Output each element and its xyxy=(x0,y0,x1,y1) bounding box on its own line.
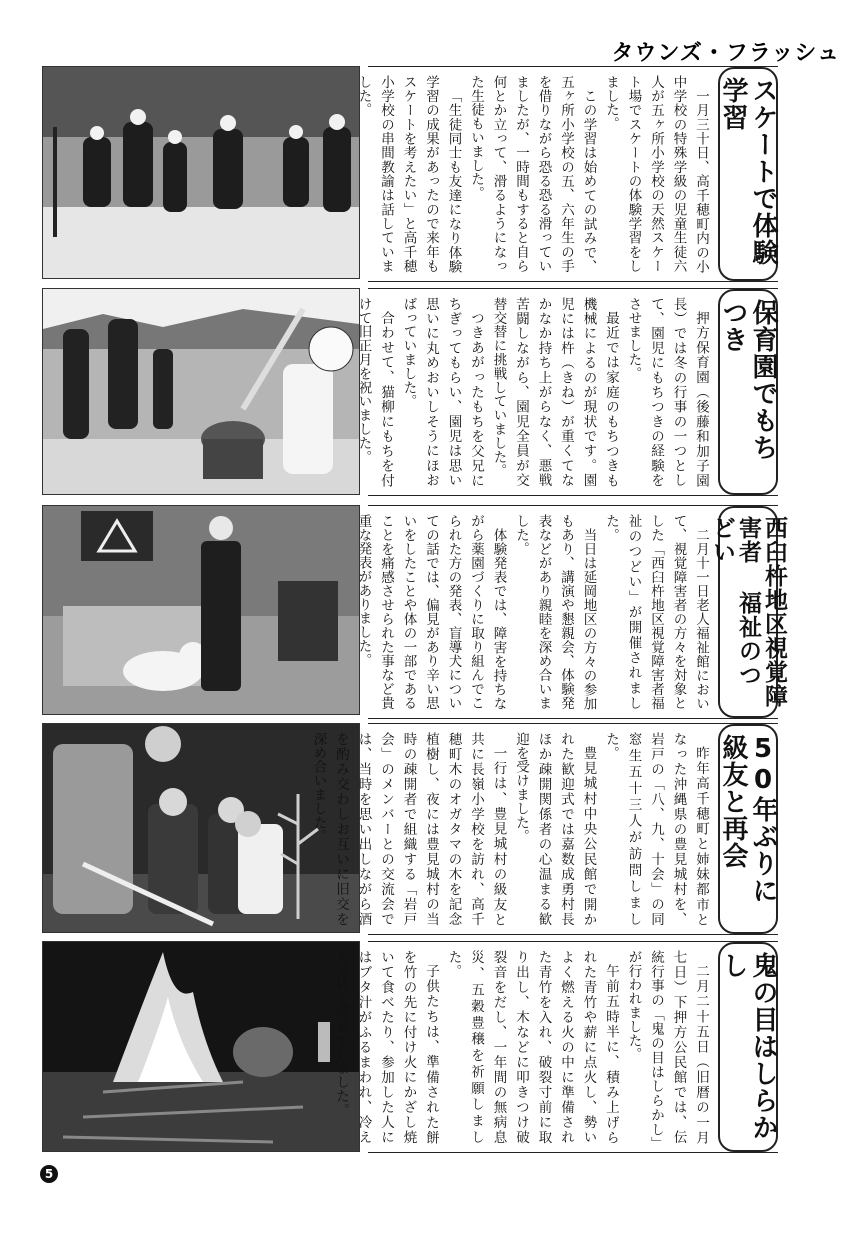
article-paragraph: 午前五時半に、積み上げられた青竹や薪に点火し、勢いよく燃える火の中に準備された青竹を入れ、破裂寸前に取り出し、木などに叩きつけ破裂音をだし、一年間の無病息災、五穀豊穣を祈願しました。 xyxy=(445,950,619,1144)
article-title-box xyxy=(718,724,778,934)
article-reunion xyxy=(310,723,778,935)
article-title: 保育園でもちつき xyxy=(718,299,778,461)
article-paragraph: 昨年高千穂町と姉妹都市となった沖縄県の豊見城村を、岩戸の「八、九、十会」の同窓生五十三人が訪問しました。 xyxy=(603,732,709,926)
article-paragraph: 体験発表では、障害を持ちながら薬園づくりに取り組んでこられた方の発表、盲導犬についての話では、偏見があり辛い思いをしたことや体の一部であることを痛感させられた事など貴重な発表がありました。 xyxy=(355,514,507,710)
article-title: 50年ぶりに級友と再会 xyxy=(718,734,778,904)
article-title-box xyxy=(718,289,778,495)
article-title: 西臼杵地区視覚障害者 福祉のつどい xyxy=(709,516,787,708)
article-paragraph: つきあがったもちを父兄にちぎってもらい、園児は思い思いに丸めおいしそうにほおばっていました。 xyxy=(400,297,484,487)
article-title-box xyxy=(709,506,787,718)
mochitsuki-photo xyxy=(42,288,360,495)
article-welfare xyxy=(355,505,787,719)
article-paragraph: 一月三十日、高千穂町内の小中学校の特殊学級の児童生徒六人が五ヶ所小学校の天然スケート場でスケートの体験学習をしました。 xyxy=(603,75,709,273)
article-paragraph: 豊見城村中央公民館で開かれた歓迎式では嘉数成勇村長ほか疎開関係者の心温まる歓迎を受けました。 xyxy=(513,732,597,926)
article-title-box xyxy=(718,67,778,281)
article-paragraph: 「生徒同士も友達になり体験学習の成果があったので来年もスケートを考えたい」と高千穂小学校の串間教諭は話していました。 xyxy=(355,75,462,273)
article-paragraph: 合わせて、猫柳にもちを付けて旧正月を祝いました。 xyxy=(355,297,394,487)
article-title: スケートで体験学習 xyxy=(718,77,778,266)
article-skating xyxy=(355,66,778,282)
article-body xyxy=(310,732,712,926)
page-number: 5 xyxy=(40,1165,58,1183)
article-paragraph: 二月二十五日（旧暦の一月七日）下押方公民館では、伝統行事の「鬼の目はしらかし」が行われました。 xyxy=(625,950,709,1144)
article-mochitsuki xyxy=(355,288,778,496)
bonfire-photo xyxy=(42,941,360,1152)
section-header: タウンズ・フラッシュ xyxy=(611,41,840,66)
article-paragraph: この学習は始めての試みで、五ヶ所小学校の五、六年生の手を借りながら恐る恐る滑っていましたが、一時間もすると自ら何とか立って、滑るようになった生徒もいました。 xyxy=(468,75,597,273)
article-title-box xyxy=(718,942,778,1152)
article-paragraph: 子供たちは、準備された餅を竹の先に付け火にかざし焼いて食べたり、参加した人にはブタ汁がふるまわれ、冷えた身体を暖めていました。 xyxy=(333,950,439,1144)
article-bonfire xyxy=(333,941,778,1153)
article-body xyxy=(333,950,712,1144)
article-title: 鬼の目はしらかし xyxy=(718,952,778,1141)
article-body xyxy=(355,75,712,273)
article-paragraph: 二月十一日老人福祉館において、視覚障害者の方々を対象とした「西臼杵地区視覚障害者福祉のつどい」が開催されました。 xyxy=(603,514,709,710)
welfare-gathering-photo xyxy=(42,505,360,715)
skating-photo xyxy=(42,66,360,279)
article-paragraph: 当日は延岡地区の方々の参加もあり、講演や懇親会、体験発表などがあり親睦を深め合いました。 xyxy=(513,514,597,710)
article-body xyxy=(355,514,712,710)
article-paragraph: 最近では家庭のもちつきも機械によるのが現状です。園児には杵（きね）が重くてなかなか持ち上がらなく、悪戦苦闘しながら、園児全員が交替交替に挑戦していました。 xyxy=(490,297,619,487)
article-paragraph: 押方保育園（後藤和加子園長）では冬の行事の一つとして、園児にもちつきの経験をさせました。 xyxy=(625,297,709,487)
article-body xyxy=(355,297,712,487)
article-paragraph: 一行は、豊見城村の級友と共に長嶺小学校を訪れ、高千穂町木のオガタマの木を記念植樹し、夜には豊見城村の当時の疎開者で組織する「岩戸会」のメンバーとの交流会では、当時を思い出しながら酒を酌み交わしお互いに旧交を深め合いました。 xyxy=(310,732,507,926)
